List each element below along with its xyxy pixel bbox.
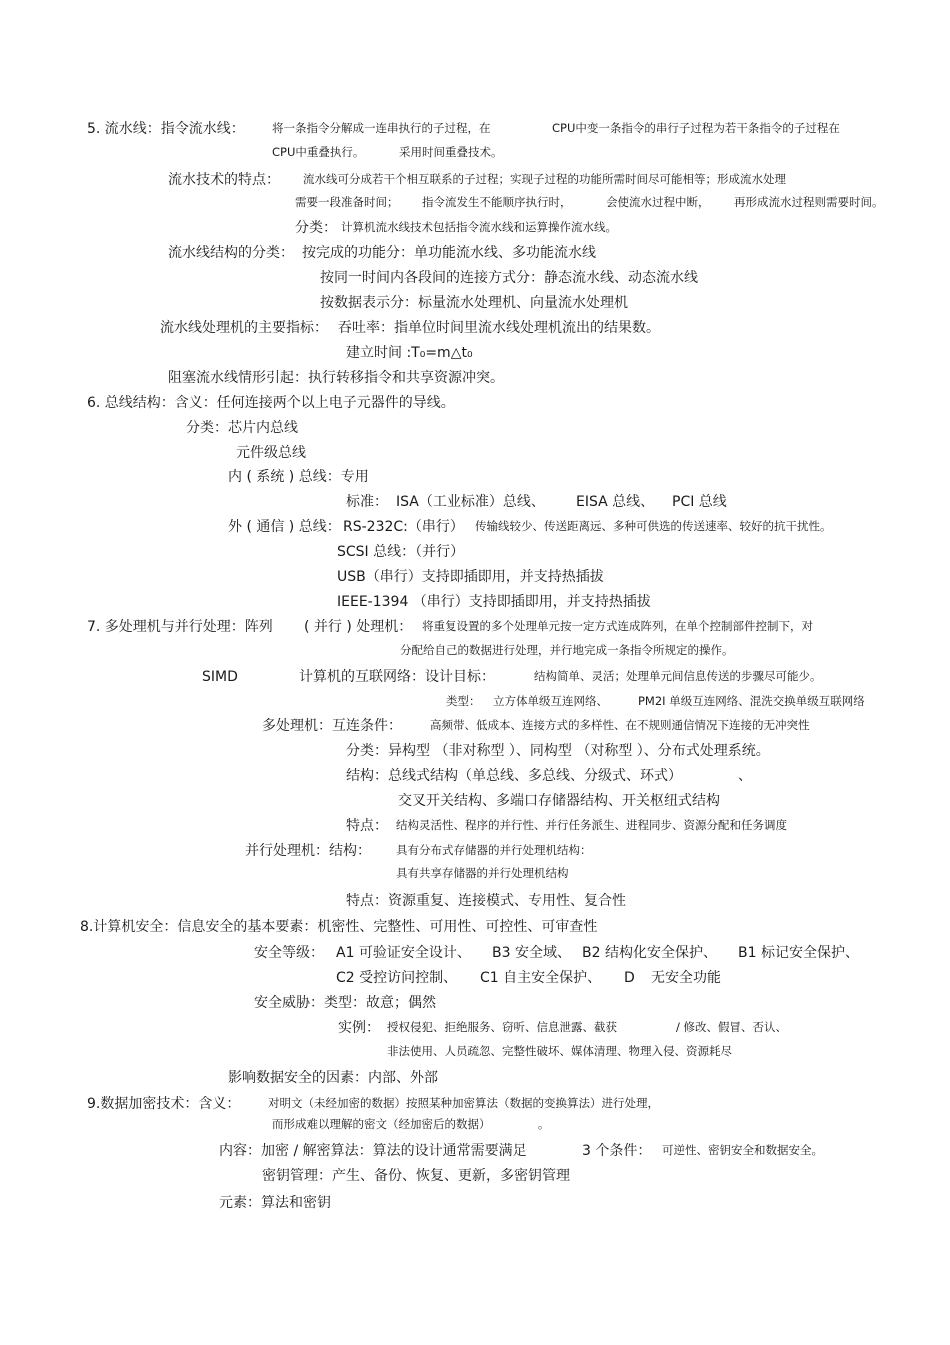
pipeline-class-text: 计算机流水线技术包括指令流水线和运算操作流水线。 <box>341 220 617 234</box>
bus-std-label: 标准： <box>346 494 388 510</box>
security-factor: 影响数据安全的因素：内部、外部 <box>228 1070 438 1086</box>
security-level-2: B3 安全域、 <box>492 945 571 961</box>
pipeline-definition: 将一条指令分解成一连串执行的子过程，在 <box>272 121 491 135</box>
multi-mp-feat-label: 特点： <box>346 818 388 834</box>
multi-net-desc: 结构简单、灵活；处理单元间信息传送的步骤尽可能少。 <box>534 669 822 683</box>
multi-type-desc-2: PM2I 单级互连网络、混洗交换单级互联网络 <box>638 694 865 708</box>
crypto-content-b: 3 个条件： <box>582 1143 652 1159</box>
bus-usb: USB（串行）支持即插即用，并支持热插拔 <box>337 569 604 585</box>
security-level-6: C1 自主安全保护、 <box>480 970 602 986</box>
multi-type-label: 类型： <box>446 694 481 708</box>
security-level-label: 安全等级： <box>254 945 324 961</box>
pipeline-features-1: 流水线可分成若干个相互联系的子过程；实现子过程的功能所需时间尽可能相等；形成流水处理 <box>303 172 786 186</box>
security-level-7: D <box>624 970 635 986</box>
multi-pp: 并行处理机：结构： <box>245 843 371 859</box>
pipeline-features-label: 流水技术的特点： <box>168 172 280 188</box>
security-threat: 安全威胁：类型：故意；偶然 <box>254 995 436 1011</box>
multi-mp-class: 分类：异构型 （非对称型 ）、同构型 （对称型 ）、分布式处理系统。 <box>346 743 770 759</box>
security-heading: 8.计算机安全：信息安全的基本要素：机密性、完整性、可用性、可控性、可审查性 <box>80 919 598 935</box>
bus-scsi: SCSI 总线：（并行） <box>337 544 465 560</box>
pipeline-heading: 5. 流水线：指令流水线： <box>87 121 245 137</box>
crypto-elements: 元素：算法和密钥 <box>219 1195 331 1211</box>
crypto-content-desc: 可逆性、密钥安全和数据安全。 <box>662 1143 823 1157</box>
pipeline-metric-label: 流水线处理机的主要指标： <box>160 320 328 336</box>
multi-pp-2: 具有共享存储器的并行处理机结构 <box>396 866 569 880</box>
multi-net: 计算机的互联网络：设计目标： <box>299 669 495 685</box>
multi-simd: SIMD <box>202 669 238 685</box>
crypto-desc-2: 而形成难以理解的密文（经加密后的数据） <box>272 1117 491 1131</box>
pipeline-struct-3: 按数据表示分：标量流水处理机、向量流水处理机 <box>320 295 628 311</box>
bus-std-pci: PCI 总线 <box>672 494 727 510</box>
multi-pp-1: 具有分布式存储器的并行处理机结构： <box>396 843 592 857</box>
pipeline-definition-cpu: CPU中变一条指令的串行子过程为若干条指令的子过程在 <box>552 121 840 135</box>
bus-std-isa: ISA（工业标准）总线、 <box>396 494 545 510</box>
multi-mp-struct-comma: 、 <box>738 768 752 784</box>
pipeline-features-2b: 指令流发生不能顺序执行时， <box>422 195 572 209</box>
crypto-desc-2-dot: 。 <box>538 1117 550 1131</box>
pipeline-metric-1: 吞吐率：指单位时间里流水线处理机流出的结果数。 <box>338 320 660 336</box>
multi-mp: 多处理机：互连条件： <box>262 718 402 734</box>
bus-heading: 6. 总线结构：含义：任何连接两个以上电子元器件的导线。 <box>87 395 455 411</box>
pipeline-struct-label: 流水线结构的分类： <box>168 245 294 261</box>
pipeline-block: 阻塞流水线情形引起：执行转移指令和共享资源冲突。 <box>168 370 504 386</box>
bus-outer: 外 ( 通信 ) 总线： <box>228 519 341 535</box>
security-level-4: B1 标记安全保护、 <box>738 945 859 961</box>
pipeline-struct-2: 按同一时间内各段间的连接方式分：静态流水线、动态流水线 <box>320 270 698 286</box>
multi-mp-struct: 结构：总线式结构（单总线、多总线、分级式、环式） <box>346 768 682 784</box>
bus-rs232-desc: 传输线较少、传送距离远、多种可供选的传送速率、较好的抗干扰性。 <box>475 519 832 533</box>
bus-component: 元件级总线 <box>236 445 306 461</box>
multi-type-desc: 立方体单级互连网络、 <box>493 694 608 708</box>
multi-mp-feat: 结构灵活性、程序的并行性、并行任务派生、进程同步、资源分配和任务调度 <box>396 818 787 832</box>
pipeline-metric-2: 建立时间 :T₀=m△t₀ <box>346 345 473 361</box>
multi-heading: 7. 多处理机与并行处理：阵列 <box>87 619 273 635</box>
multi-heading-b: ( 并行 ) 处理机： <box>304 619 413 635</box>
bus-ieee: IEEE-1394 （串行）支持即插即用，并支持热插拔 <box>337 594 651 610</box>
multi-desc-2: 分配给自己的数据进行处理，并行地完成一条指令所规定的操作。 <box>400 643 734 657</box>
crypto-key-mgmt: 密钥管理：产生、备份、恢复、更新，多密钥管理 <box>262 1168 570 1184</box>
bus-std-eisa: EISA 总线、 <box>576 494 655 510</box>
multi-mp-struct-2: 交叉开关结构、多端口存储器结构、开关枢纽式结构 <box>398 793 720 809</box>
pipeline-class-label: 分类： <box>295 220 337 236</box>
security-level-5: C2 受控访问控制、 <box>336 970 458 986</box>
pipeline-struct-1: 按完成的功能分：单功能流水线、多功能流水线 <box>302 245 596 261</box>
security-example-1b: / 修改、假冒、否认、 <box>676 1020 788 1034</box>
security-example-1: 授权侵犯、拒绝服务、窃听、信息泄露、截获 <box>387 1020 617 1034</box>
security-level-3: B2 结构化安全保护、 <box>582 945 717 961</box>
crypto-content: 内容：加密 / 解密算法：算法的设计通常需要满足 <box>219 1143 527 1159</box>
crypto-desc-1: 对明文（未经加密的数据）按照某种加密算法（数据的变换算法）进行处理， <box>268 1096 659 1110</box>
multi-mp-desc: 高频带、低成本、连接方式的多样性、在不规则通信情况下连接的无冲突性 <box>430 718 810 732</box>
pipeline-features-2a: 需要一段准备时间； <box>295 195 399 209</box>
security-example-label: 实例： <box>338 1020 380 1036</box>
security-level-8: 无安全功能 <box>651 970 721 986</box>
security-example-2: 非法使用、人员疏忽、完整性破坏、媒体清理、物理入侵、资源耗尽 <box>387 1044 732 1058</box>
pipeline-definition-2a: CPU中重叠执行。 <box>272 145 365 159</box>
pipeline-definition-2b: 采用时间重叠技术。 <box>399 145 503 159</box>
multi-desc-1: 将重复设置的多个处理单元按一定方式连成阵列，在单个控制部件控制下，对 <box>422 619 813 633</box>
security-level-1: A1 可验证安全设计、 <box>336 945 471 961</box>
bus-rs232: RS-232C:（串行） <box>343 519 464 535</box>
bus-class: 分类：芯片内总线 <box>186 420 298 436</box>
bus-inner: 内 ( 系统 ) 总线：专用 <box>228 469 369 485</box>
crypto-heading: 9.数据加密技术：含义： <box>87 1096 241 1112</box>
multi-pp-feat: 特点：资源重复、连接模式、专用性、复合性 <box>346 893 626 909</box>
pipeline-features-2d: 再形成流水过程则需要时间。 <box>734 195 884 209</box>
pipeline-features-2c: 会使流水过程中断， <box>606 195 710 209</box>
